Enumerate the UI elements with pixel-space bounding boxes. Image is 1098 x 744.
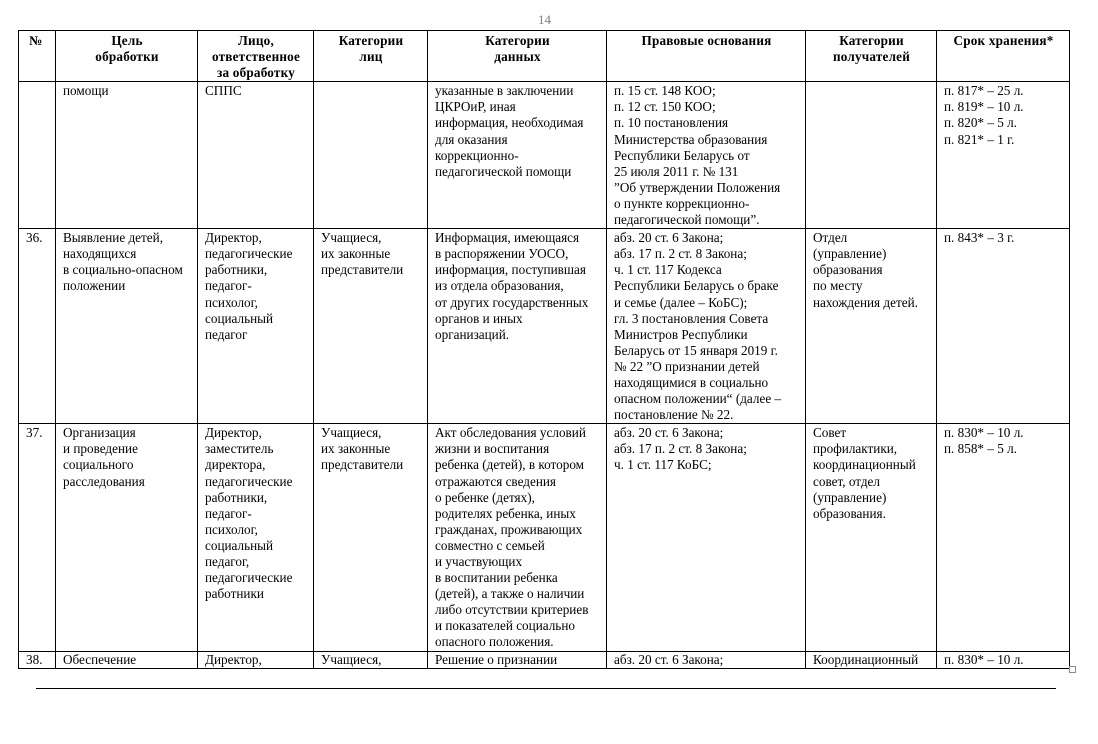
cell-number: 36. — [19, 229, 56, 424]
cell-recipient-categories — [806, 82, 937, 229]
cell-person-categories: Учащиеся, их законные представители — [314, 229, 428, 424]
table-row — [19, 82, 1070, 229]
cell-purpose: Обеспечение — [56, 651, 198, 668]
cell-purpose: Организация и проведение социального расследования — [56, 424, 198, 651]
cell-data-categories: Информация, имеющаяся в распоряжении УОСО, информация, поступившая из отдела образования, от других государственных органов и иных организаций. — [428, 229, 607, 424]
header-responsible: Лицо, ответственное за обработку — [198, 31, 314, 82]
cell-purpose: помощи — [56, 82, 198, 229]
cell-legal-basis: абз. 20 ст. 6 Закона; — [607, 651, 806, 668]
cell-retention-period: п. 843* – 3 г. — [937, 229, 1070, 424]
cell-retention-period: п. 817* – 25 л. п. 819* – 10 л. п. 820* – 5 л. п. 821* – 1 г. — [937, 82, 1070, 229]
cell-number — [19, 82, 56, 229]
footnote-separator-line — [36, 688, 1056, 689]
cell-data-categories: Решение о признании — [428, 651, 607, 668]
cell-person-categories: Учащиеся, их законные представители — [314, 424, 428, 651]
table-row — [19, 229, 1070, 424]
header-person-categories: Категории лиц — [314, 31, 428, 82]
table-header-row — [19, 31, 1070, 82]
header-retention-period: Срок хранения* — [937, 31, 1070, 82]
header-legal-basis: Правовые основания — [607, 31, 806, 82]
header-number: № — [19, 31, 56, 82]
cell-number: 37. — [19, 424, 56, 651]
cell-responsible: Директор, — [198, 651, 314, 668]
cell-recipient-categories: Координационный — [806, 651, 937, 668]
cell-responsible: СППС — [198, 82, 314, 229]
cell-person-categories: Учащиеся, — [314, 651, 428, 668]
header-purpose: Цель обработки — [56, 31, 198, 82]
header-data-categories: Категории данных — [428, 31, 607, 82]
cell-recipient-categories: Совет профилактики, координационный совет, отдел (управление) образования. — [806, 424, 937, 651]
page-number: 14 — [538, 12, 551, 27]
cell-responsible: Директор, заместитель директора, педагогические работники, педагог- психолог, социальный педагог, педагогические работники — [198, 424, 314, 651]
cell-purpose: Выявление детей, находящихся в социально-опасном положении — [56, 229, 198, 424]
cell-legal-basis: абз. 20 ст. 6 Закона; абз. 17 п. 2 ст. 8 Закона; ч. 1 ст. 117 КоБС; — [607, 424, 806, 651]
cell-data-categories: указанные в заключении ЦКРОиР, иная информация, необходимая для оказания коррекционно- педагогической помощи — [428, 82, 607, 229]
personal-data-processing-table — [18, 30, 1070, 669]
table-row — [19, 424, 1070, 651]
cell-data-categories: Акт обследования условий жизни и воспитания ребенка (детей), в котором отражаются сведения о ребенке (детях), родителях ребенка, иных гражданах, проживающих совместно с семьей и участвующих в воспитании ребенка (детей), а также о наличии либо отсутствии критериев и показателей социально опасного положения. — [428, 424, 607, 651]
cell-recipient-categories: Отдел (управление) образования по месту нахождения детей. — [806, 229, 937, 424]
header-recipient-categories: Категории получателей — [806, 31, 937, 82]
table-resize-handle[interactable] — [1069, 666, 1076, 673]
cell-retention-period: п. 830* – 10 л. — [937, 651, 1070, 668]
cell-responsible: Директор, педагогические работники, педагог- психолог, социальный педагог — [198, 229, 314, 424]
cell-person-categories — [314, 82, 428, 229]
cell-legal-basis: п. 15 ст. 148 КОО; п. 12 ст. 150 КОО; п. 10 постановления Министерства образования Республики Беларусь от 25 июля 2011 г. № 131 ”Об утверждении Положения о пункте коррекционно- педагогической помощи”. — [607, 82, 806, 229]
cell-retention-period: п. 830* – 10 л. п. 858* – 5 л. — [937, 424, 1070, 651]
cell-legal-basis: абз. 20 ст. 6 Закона; абз. 17 п. 2 ст. 8 Закона; ч. 1 ст. 117 Кодекса Республики Беларусь о браке и семье (далее – КоБС); гл. 3 постановления Совета Министров Республики Беларусь от 15 января 2019 г. № 22 ”О признании детей находящимися в социально опасном положении“ (далее – постановление № 22. — [607, 229, 806, 424]
table-row — [19, 651, 1070, 668]
cell-number: 38. — [19, 651, 56, 668]
